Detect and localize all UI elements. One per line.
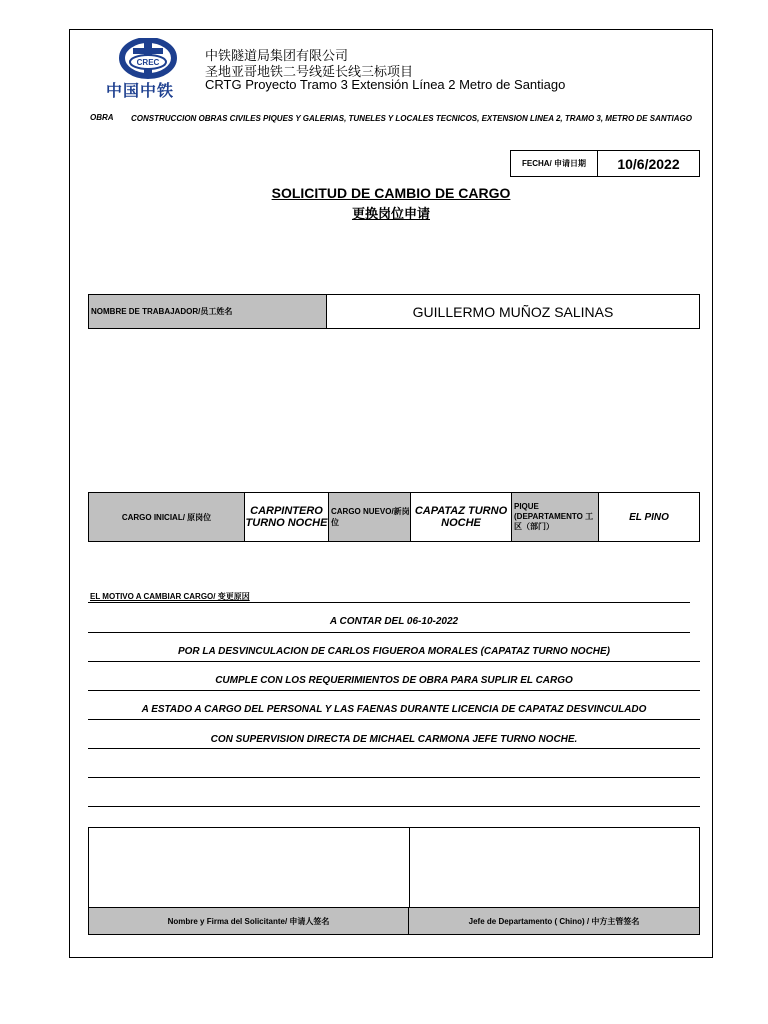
divider xyxy=(88,748,700,749)
obra-text: CONSTRUCCION OBRAS CIVILES PIQUES Y GALERIAS, TUNELES Y LOCALES TECNICOS, EXTENSION LINEA 2, TRAMO 3, METRO DE SANTIAGO xyxy=(131,114,692,123)
motivo-line: POR LA DESVINCULACION DE CARLOS FIGUEROA MORALES (CAPATAZ TURNO NOCHE) xyxy=(177,646,611,657)
fecha-value: 10/6/2022 xyxy=(617,155,680,172)
worker-name-row xyxy=(88,294,700,329)
worker-name-label: NOMBRE DE TRABAJADOR/员工姓名 xyxy=(89,295,327,328)
signature-box xyxy=(88,827,700,935)
pique-value: EL PINO xyxy=(629,511,669,523)
motivo-line: CUMPLE CON LOS REQUERIMIENTOS DE OBRA PARA SUPLIR EL CARGO xyxy=(215,675,573,686)
project-name-cn: 圣地亚哥地铁二号线延长线三标项目 xyxy=(205,65,414,80)
svg-text:CREC: CREC xyxy=(136,58,160,67)
cargo-nuevo-label: CARGO NUEVO/新岗位 xyxy=(329,493,411,541)
motivo-line: CON SUPERVISION DIRECTA DE MICHAEL CARMONA JEFE TURNO NOCHE. xyxy=(210,734,578,745)
motivo-label: EL MOTIVO A CAMBIAR CARGO/ 变更原因 xyxy=(90,592,250,601)
divider xyxy=(88,602,690,603)
divider xyxy=(88,806,700,807)
divider xyxy=(88,719,700,720)
obra-label: OBRA xyxy=(90,113,114,122)
form-title-cn: 更换岗位申请 xyxy=(351,207,430,222)
form-title: SOLICITUD DE CAMBIO DE CARGO xyxy=(271,185,511,201)
cargo-row xyxy=(88,492,700,542)
project-name-es: CRTG Proyecto Tramo 3 Extensión Línea 2 Metro de Santiago xyxy=(205,77,566,92)
motivo-line: A ESTADO A CARGO DEL PERSONAL Y LAS FAENAS DURANTE LICENCIA DE CAPATAZ DESVINCULADO xyxy=(141,704,647,715)
signature-labels xyxy=(89,907,699,934)
motivo-line: A CONTAR DEL 06-10-2022 xyxy=(329,616,459,627)
cargo-inicial-label: CARGO INICIAL/ 原岗位 xyxy=(89,493,245,541)
divider xyxy=(88,632,690,633)
fecha-label: FECHA/ 申请日期 xyxy=(511,151,598,176)
cargo-inicial-value: CARPINTERO TURNO NOCHE xyxy=(245,493,329,541)
worker-name-value: GUILLERMO MUÑOZ SALINAS xyxy=(412,303,614,320)
divider xyxy=(88,661,700,662)
fecha-field xyxy=(510,150,700,177)
solicitante-signature-label: Nombre y Firma del Solicitante/ 申请人签名 xyxy=(89,908,409,934)
jefe-signature-label: Jefe de Departamento ( Chino) / 中方主管签名 xyxy=(468,916,640,926)
divider xyxy=(88,777,700,778)
logo-text: 中国中铁 xyxy=(106,81,175,100)
pique-label: PIQUE (DEPARTAMENTO 工区（部门） xyxy=(512,493,599,541)
company-name-cn: 中铁隧道局集团有限公司 xyxy=(205,49,349,64)
cargo-nuevo-value: CAPATAZ TURNO NOCHE xyxy=(411,493,512,541)
divider xyxy=(88,690,700,691)
